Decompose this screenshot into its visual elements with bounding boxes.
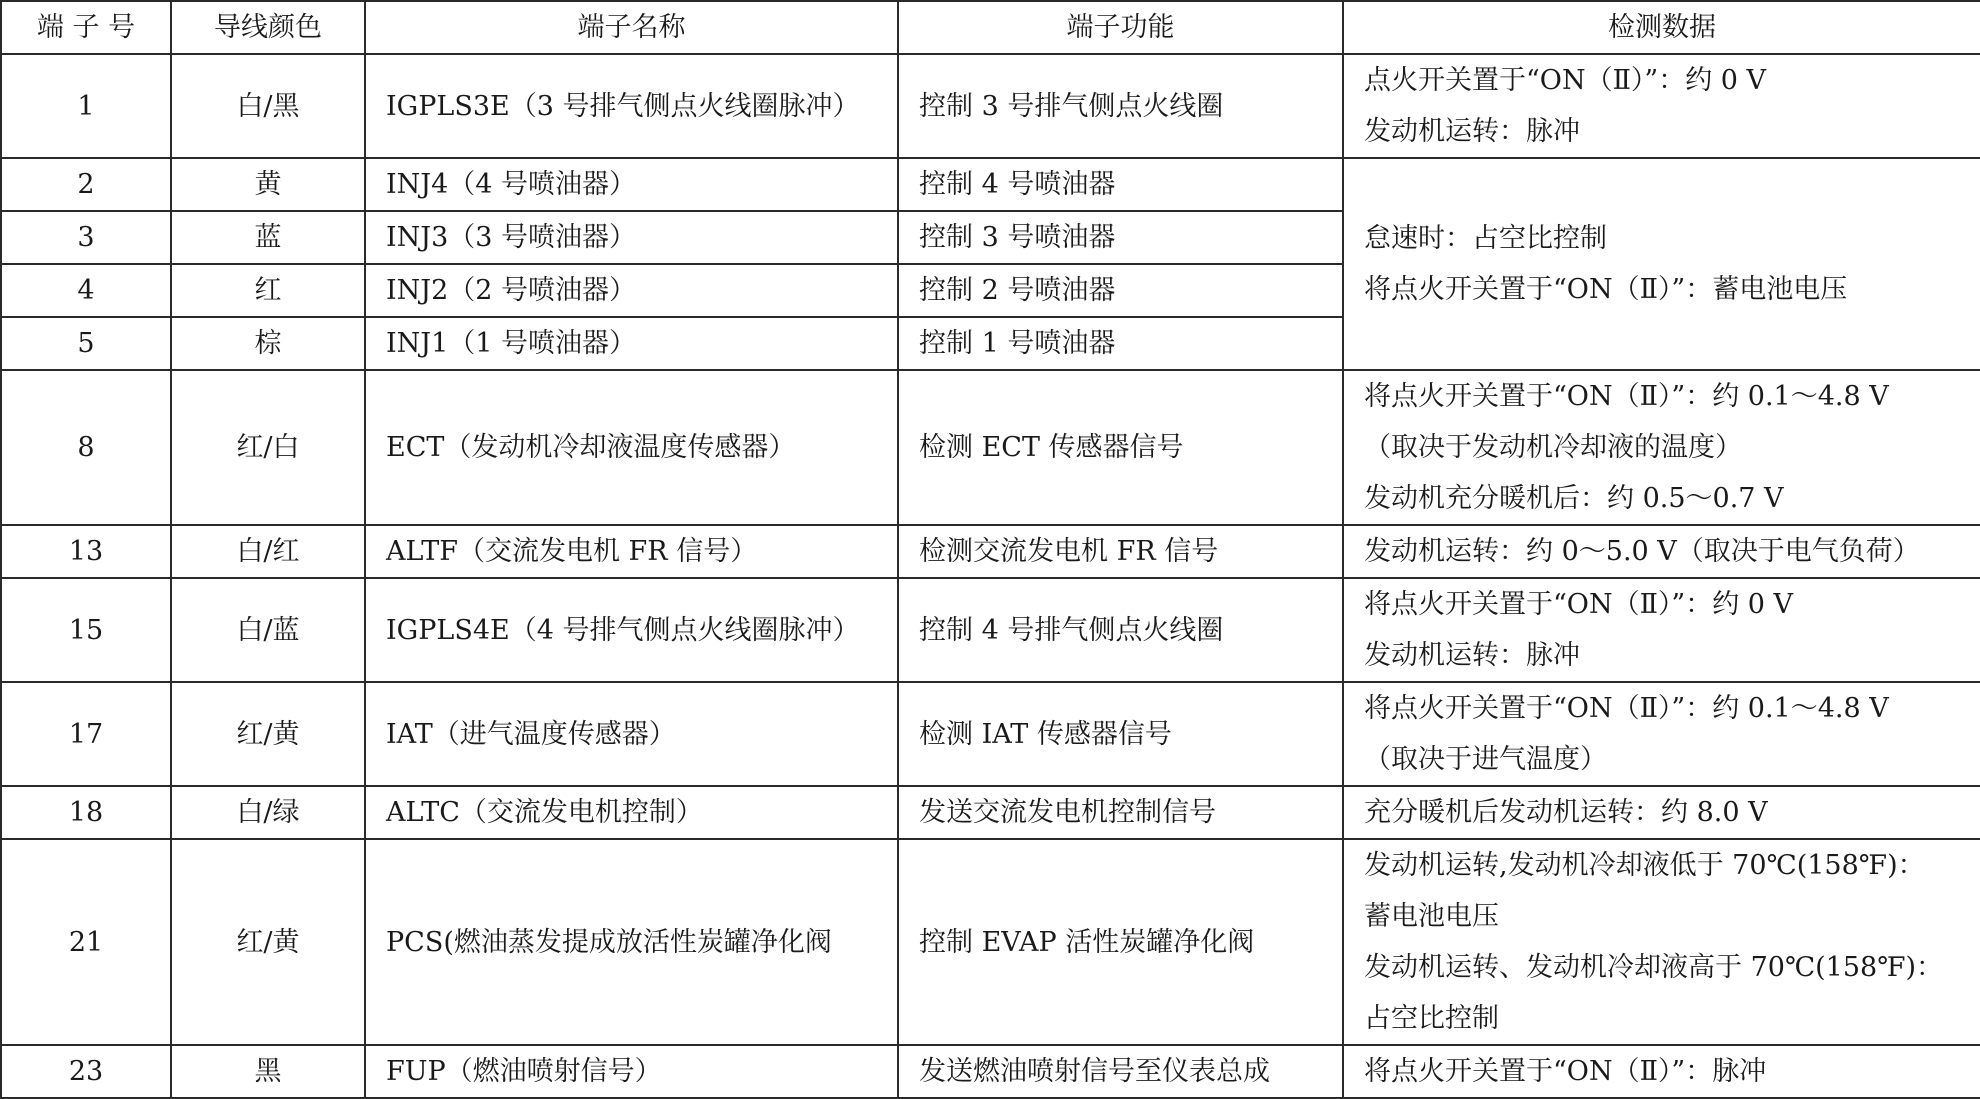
test-data-line: 发动机运转：脉冲 <box>1364 640 1580 671</box>
header-terminal-name: 端子名称 <box>365 1 898 54</box>
terminal-name: INJ4（4 号喷油器） <box>365 158 898 211</box>
test-data <box>1343 578 1980 682</box>
wire-color: 红/黄 <box>171 839 365 1045</box>
terminal-name: INJ3（3 号喷油器） <box>365 211 898 264</box>
table-row <box>1 786 1980 839</box>
test-data-line: 发动机运转：约 0～5.0 V（取决于电气负荷） <box>1364 536 1920 567</box>
test-data <box>1343 839 1980 1045</box>
terminal-no: 8 <box>1 370 171 525</box>
test-data <box>1343 1045 1980 1098</box>
terminal-function: 控制 EVAP 活性炭罐净化阀 <box>898 839 1343 1045</box>
test-data <box>1343 158 1980 370</box>
table-row <box>1 54 1980 158</box>
terminal-function: 控制 1 号喷油器 <box>898 317 1343 370</box>
terminal-no: 2 <box>1 158 171 211</box>
test-data-line: 将点火开关置于“ON（Ⅱ）”：约 0.1～4.8 V <box>1364 693 1889 724</box>
wire-color: 白/绿 <box>171 786 365 839</box>
terminal-function: 控制 4 号排气侧点火线圈 <box>898 578 1343 682</box>
terminal-name: ALTF（交流发电机 FR 信号） <box>365 525 898 578</box>
header-terminal-no: 端 子 号 <box>1 1 171 54</box>
table-row <box>1 1045 1980 1098</box>
terminal-name: ECT（发动机冷却液温度传感器） <box>365 370 898 525</box>
test-data-line: （取决于发动机冷却液的温度） <box>1364 432 1742 463</box>
table-row <box>1 525 1980 578</box>
header-wire-color: 导线颜色 <box>171 1 365 54</box>
terminal-no: 4 <box>1 264 171 317</box>
terminal-function: 发送燃油喷射信号至仪表总成 <box>898 1045 1343 1098</box>
terminal-function: 检测 ECT 传感器信号 <box>898 370 1343 525</box>
wire-color: 白/蓝 <box>171 578 365 682</box>
test-data-line: 怠速时：占空比控制 <box>1364 223 1607 254</box>
test-data <box>1343 525 1980 578</box>
test-data <box>1343 682 1980 786</box>
terminal-function: 发送交流发电机控制信号 <box>898 786 1343 839</box>
terminal-name: PCS(燃油蒸发提成放活性炭罐净化阀 <box>365 839 898 1045</box>
test-data <box>1343 54 1980 158</box>
table-row <box>1 370 1980 525</box>
terminal-no: 1 <box>1 54 171 158</box>
test-data-line: 将点火开关置于“ON（Ⅱ）”：约 0 V <box>1364 589 1794 620</box>
test-data-line: （取决于进气温度） <box>1364 744 1607 775</box>
table-row <box>1 839 1980 1045</box>
terminal-name: INJ2（2 号喷油器） <box>365 264 898 317</box>
terminal-name: IGPLS3E（3 号排气侧点火线圈脉冲） <box>365 54 898 158</box>
header-row <box>1 1 1980 54</box>
wire-color: 黑 <box>171 1045 365 1098</box>
wire-color: 蓝 <box>171 211 365 264</box>
test-data-line: 发动机运转：脉冲 <box>1364 116 1580 147</box>
table-row <box>1 578 1980 682</box>
terminal-function: 控制 3 号喷油器 <box>898 211 1343 264</box>
table-row <box>1 682 1980 786</box>
test-data-line: 发动机运转,发动机冷却液低于 70℃(158℉)： <box>1364 850 1925 881</box>
terminal-no: 13 <box>1 525 171 578</box>
terminal-name: ALTC（交流发电机控制） <box>365 786 898 839</box>
terminal-function: 检测 IAT 传感器信号 <box>898 682 1343 786</box>
terminal-no: 18 <box>1 786 171 839</box>
wire-color: 红/黄 <box>171 682 365 786</box>
terminal-no: 23 <box>1 1045 171 1098</box>
terminal-no: 5 <box>1 317 171 370</box>
terminal-name: IAT（进气温度传感器） <box>365 682 898 786</box>
terminal-name: FUP（燃油喷射信号） <box>365 1045 898 1098</box>
terminal-function: 控制 2 号喷油器 <box>898 264 1343 317</box>
test-data-line: 占空比控制 <box>1364 1003 1499 1034</box>
terminal-function: 控制 4 号喷油器 <box>898 158 1343 211</box>
terminal-name: IGPLS4E（4 号排气侧点火线圈脉冲） <box>365 578 898 682</box>
header-terminal-function: 端子功能 <box>898 1 1343 54</box>
terminal-no: 3 <box>1 211 171 264</box>
terminal-function: 检测交流发电机 FR 信号 <box>898 525 1343 578</box>
terminal-no: 21 <box>1 839 171 1045</box>
wire-color: 白/黑 <box>171 54 365 158</box>
wire-color: 红 <box>171 264 365 317</box>
test-data-line: 点火开关置于“ON（Ⅱ）”：约 0 V <box>1364 65 1767 96</box>
wire-color: 黄 <box>171 158 365 211</box>
terminal-no: 17 <box>1 682 171 786</box>
test-data-line: 充分暖机后发动机运转：约 8.0 V <box>1364 797 1768 828</box>
test-data-line: 将点火开关置于“ON（Ⅱ）”：脉冲 <box>1364 1056 1767 1087</box>
test-data-line: 将点火开关置于“ON（Ⅱ）”：约 0.1～4.8 V <box>1364 381 1889 412</box>
test-data <box>1343 370 1980 525</box>
wire-color: 棕 <box>171 317 365 370</box>
header-test-data: 检测数据 <box>1343 1 1980 54</box>
terminal-function: 控制 3 号排气侧点火线圈 <box>898 54 1343 158</box>
wire-color: 白/红 <box>171 525 365 578</box>
wire-color: 红/白 <box>171 370 365 525</box>
test-data-line: 发动机运转、发动机冷却液高于 70℃(158℉)： <box>1364 952 1944 983</box>
test-data-line: 发动机充分暖机后：约 0.5～0.7 V <box>1364 483 1784 514</box>
table-row <box>1 158 1980 211</box>
test-data-line: 蓄电池电压 <box>1364 901 1499 932</box>
test-data <box>1343 786 1980 839</box>
test-data-line: 将点火开关置于“ON（Ⅱ）”：蓄电池电压 <box>1364 274 1848 305</box>
terminal-no: 15 <box>1 578 171 682</box>
terminal-name: INJ1（1 号喷油器） <box>365 317 898 370</box>
